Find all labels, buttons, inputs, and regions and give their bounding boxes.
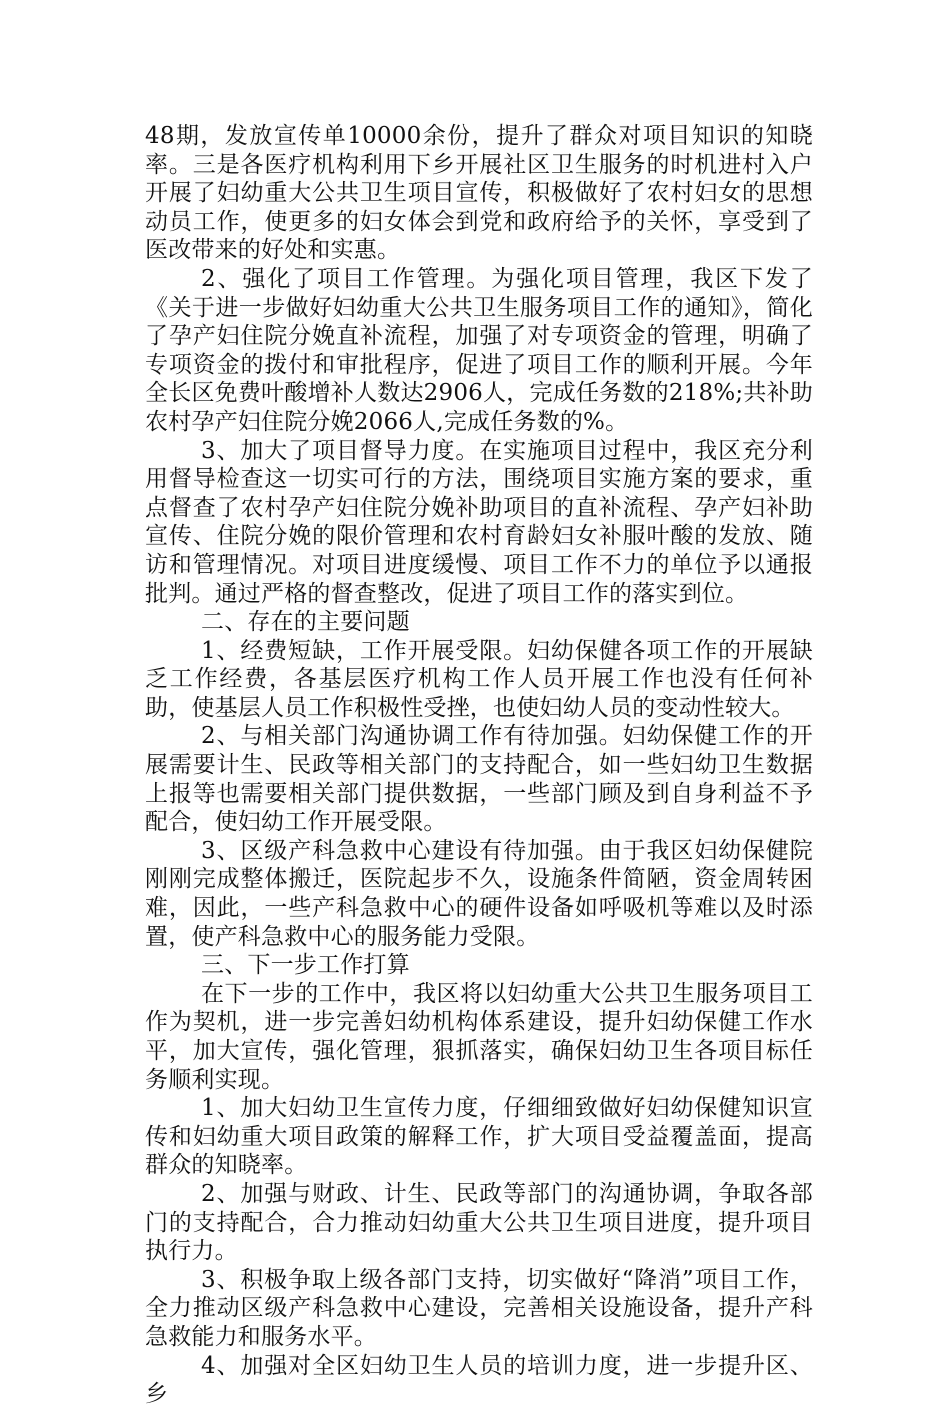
paragraph-department-coordination: 2、与相关部门沟通协调工作有待加强。妇幼保健工作的开展需要计生、民政等相关部门的支持配合，如一些妇幼卫生数据上报等也需要相关部门提供数据，一些部门顾及到自身利益不予配合，使妇幼工作开展受限。 xyxy=(145,723,813,836)
paragraph-plan-publicity: 1、加大妇幼卫生宣传力度，仔细细致做好妇幼保健知识宣传和妇幼重大项目政策的解释工作，扩大项目受益覆盖面，提高群众的知晓率。 xyxy=(145,1095,813,1179)
paragraph-plan-coordination: 2、加强与财政、计生、民政等部门的沟通协调，争取各部门的支持配合，合力推动妇幼重大公共卫生项目进度，提升项目执行力。 xyxy=(145,1180,813,1265)
paragraph-continuation: 48期，发放宣传单10000余份，提升了群众对项目知识的知晓率。三是各医疗机构利用下乡开展社区卫生服务的时机进村入户开展了妇幼重大公共卫生项目宣传，积极做好了农村妇女的思想动员工作，使更多的妇女体会到党和政府给予的关怀，享受到了医改带来的好处和实惠。 xyxy=(145,123,813,264)
paragraph-plan-support: 3、积极争取上级各部门支持，切实做好“降消”项目工作，全力推动区级产科急救中心建设，完善相关设施设备，提升产科急救能力和服务水平。 xyxy=(145,1266,813,1350)
section-heading-next-steps: 三、下一步工作打算 xyxy=(201,952,410,979)
paragraph-project-supervision: 3、加大了项目督导力度。在实施项目过程中，我区充分利用督导检查这一切实可行的方法，围绕项目实施方案的要求，重点督查了农村孕产妇住院分娩补助项目的直补流程、孕产妇补助宣传、住院分娩的限价管理和农村育龄妇女补服叶酸的发放、随访和管理情况。对项目进度缓慢、项目工作不力的单位予以通报批判。通过严格的督查整改，促进了项目工作的落实到位。 xyxy=(145,437,813,607)
paragraph-project-management: 2、强化了项目工作管理。为强化项目管理，我区下发了《关于进一步做好妇幼重大公共卫生服务项目工作的通知》，简化了孕产妇住院分娩直补流程，加强了对专项资金的管理，明确了专项资金的拨付和审批程序，促进了项目工作的顺利开展。今年全长区免费叶酸增补人数达2906人，完成任务数的218%;共补助农村孕产妇住院分娩2066人,完成任务数的%。 xyxy=(145,265,813,435)
paragraph-plan-training: 4、加强对全区妇幼卫生人员的培训力度，进一步提升区、乡 xyxy=(145,1352,813,1408)
paragraph-funding-shortage: 1、经费短缺，工作开展受限。妇幼保健各项工作的开展缺乏工作经费，各基层医疗机构工作人员开展工作也没有任何补助，使基层人员工作积极性受挫，也使妇幼人员的变动性较大。 xyxy=(145,637,813,721)
section-heading-problems: 二、存在的主要问题 xyxy=(201,609,410,636)
document-body xyxy=(145,122,813,1409)
paragraph-emergency-center: 3、区级产科急救中心建设有待加强。由于我区妇幼保健院刚刚完成整体搬迁，医院起步不久，设施条件简陋，资金周转困难，因此，一些产科急救中心的硬件设备如呼吸机等难以及时添置，使产科急救中心的服务能力受限。 xyxy=(145,837,813,950)
paragraph-next-steps-intro: 在下一步的工作中，我区将以妇幼重大公共卫生服务项目工作为契机，进一步完善妇幼机构体系建设，提升妇幼保健工作水平，加大宣传，强化管理，狠抓落实，确保妇幼卫生各项目标任务顺利实现。 xyxy=(145,980,813,1093)
